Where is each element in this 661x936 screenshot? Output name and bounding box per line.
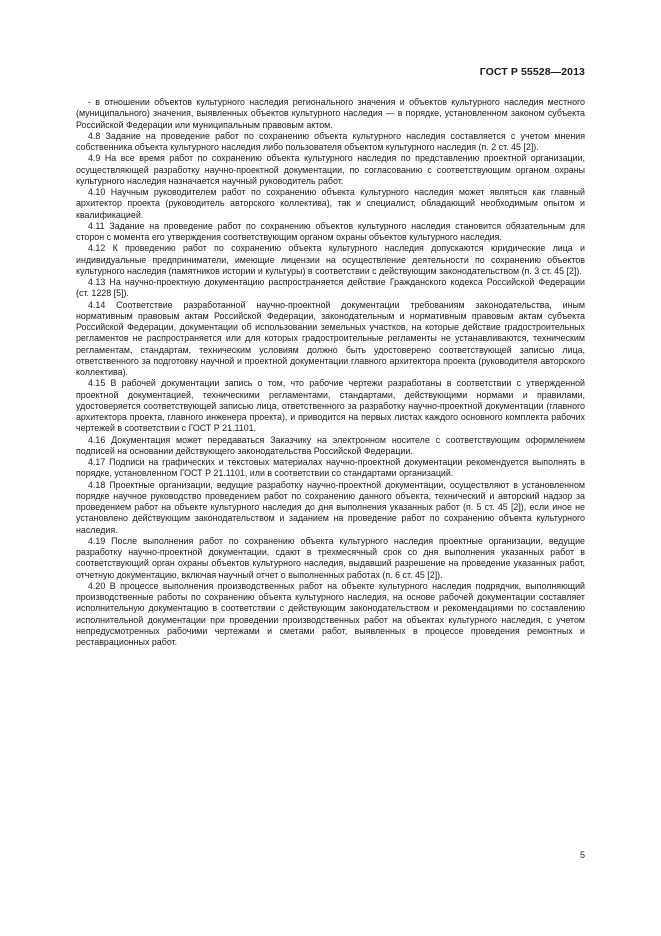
page-number: 5 <box>579 850 585 860</box>
paragraph-4-11: 4.11 Задание на проведение работ по сохранению объектов культурного наследия становится обязательным для сторон с момента его утверждения соответствующим органом охраны объектов культурного наследия. <box>76 220 585 242</box>
paragraph-4-10: 4.10 Научным руководителем работ по сохранению объекта культурного наследия может являться как главный архитектор проекта (руководитель авторского коллектива), так и специалист, обладающий необходимым опытом и квалификацией. <box>76 187 585 220</box>
paragraph-4-17: 4.17 Подписи на графических и текстовых материалах научно-проектной документации рекомендуется выполнять в порядке, установленном ГОСТ Р 21.1101, или в соответствии со стандартами организаций. <box>76 457 585 479</box>
paragraph-dash-item: - в отношении объектов культурного наследия регионального значения и объектов культурного наследия местного (муниципального) значения, выявленных объектов культурного наследия — в порядке, установленном законом субъекта Российской Федерации или муниципальным правовым актом. <box>76 97 585 130</box>
paragraph-4-13: 4.13 На научно-проектную документацию распространяется действие Гражданского кодекса Российской Федерации (ст. 1228 [5]). <box>76 277 585 299</box>
document-body <box>76 97 585 648</box>
paragraph-4-18: 4.18 Проектные организации, ведущие разработку научно-проектной документации, осуществляют в установленном порядке научное руководство проведением работ по сохранению данного объекта, технический и авторский надзор за проведением работ на объекте культурного наследия до дня выполнения указанных работ (п. 5 ст. 45 [2]), если иное не установлено действующим законодательством и заданием на проведение работ по сохранению объекта культурного наследия. <box>76 479 585 535</box>
paragraph-4-14: 4.14 Соответствие разработанной научно-проектной документации требованиям законодательства, иным нормативным правовым актам Российской Федерации, законодательным и нормативным правовым актам субъекта Российской Федерации, документации об использовании земельных участков, на которые действие градостроительных регламентов не распространяется или для которых градостроительные регламенты не устанавливаются, техническим регламентам, стандартам, техническим условиям должно быть удостоверено соответствующей записью лица, ответственного за подготовку научной и проектной документации главного архитектора проекта (руководителя авторского коллектива). <box>76 299 585 377</box>
paragraph-4-12: 4.12 К проведению работ по сохранению объекта культурного наследия допускаются юридические лица и индивидуальные предприниматели, имеющие лицензии на осуществление деятельности по сохранению объектов культурного наследия (памятников истории и культуры) в соответствии с действующим законодательством (п. 3 ст. 45 [2]). <box>76 243 585 276</box>
paragraph-4-20: 4.20 В процессе выполнения производственных работ на объекте культурного наследия подрядчик, выполняющий производственные работы по сохранению объекта культурного наследия, на основе рабочей документации составляет исполнительную документацию в соответствии с действующим законодательством и рекомендациями по составлению исполнительной документации при проведении производственных работ на объектах культурного наследия, с учетом непредусмотренных рабочими чертежами и сметами работ, выявленных в процессе проведения ремонтных и реставрационных работ. <box>76 580 585 647</box>
standard-code: ГОСТ Р 55528—2013 <box>479 66 585 78</box>
paragraph-4-8: 4.8 Задание на проведение работ по сохранению объекта культурного наследия составляется с учетом мнения собственника объекта культурного наследия либо пользователя объектом культурного наследия (п. 2 ст. 45 [2]). <box>76 130 585 152</box>
paragraph-4-16: 4.16 Документация может передаваться Заказчику на электронном носителе с соответствующим оформлением подписей на основании действующего законодательства Российской Федерации. <box>76 434 585 456</box>
paragraph-4-19: 4.19 После выполнения работ по сохранению объекта культурного наследия проектные организации, ведущие разработку научно-проектной документации, сдают в трехмесячный срок со дня выполнения указанных работ в соответствующий орган охраны объектов культурного наследия, выдавший разрешение на проведение указанных работ, отчетную документацию, включая научный отчет о выполненных работах (п. 6 ст. 45 [2]). <box>76 535 585 580</box>
paragraph-4-9: 4.9 На все время работ по сохранению объекта культурного наследия по представлению проектной организации, осуществляющей разработку научно-проектной документации, по согласованию с соответствующим органом охраны культурного наследия назначается научный руководитель работ. <box>76 153 585 186</box>
page-footer <box>580 850 585 860</box>
paragraph-4-15: 4.15 В рабочей документации запись о том, что рабочие чертежи разработаны в соответствии с утвержденной проектной документацией, техническими регламентами, стандартами, действующими нормами и правилами, удостоверяется соответствующей записью лица, ответственного за разработку научно-проектной документации (главного архитектора проекта, главного инженера проекта), и приводится на первых листах каждого основного комплекта рабочих чертежей в соответствии с ГОСТ Р 21.1101. <box>76 378 585 434</box>
document-header <box>480 66 585 78</box>
